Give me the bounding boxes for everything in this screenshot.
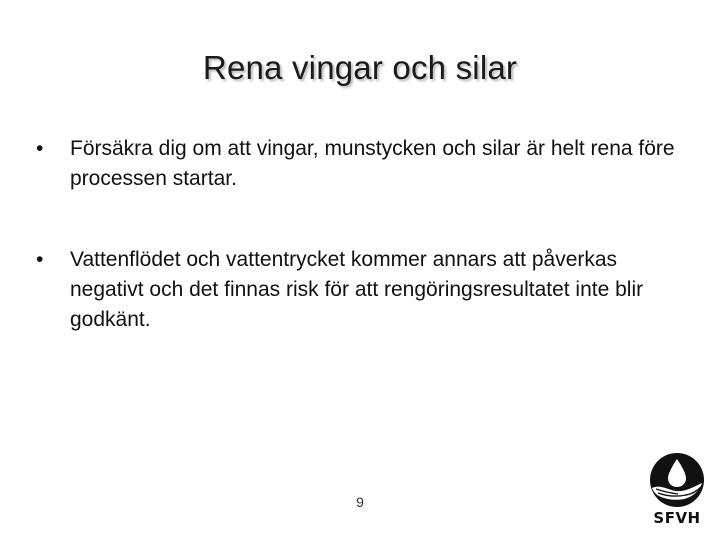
bullet-text: Vattenflödet och vattentrycket kommer annars att påverkas negativt och det finnas risk för att rengöringsresultatet inte blir godkänt.	[70, 248, 644, 331]
bullet-symbol: •	[36, 137, 44, 160]
bullet-text: Försäkra dig om att vingar, munstycken och silar är helt rena före processen startar.	[70, 137, 675, 190]
logo-text: SFVH	[653, 509, 701, 527]
bullet-item	[36, 245, 676, 335]
bullet-symbol: •	[36, 248, 44, 271]
page-number: 9	[356, 494, 364, 510]
slide-title: Rena vingar och silar	[202, 49, 518, 86]
bullet-item	[36, 134, 676, 194]
sfvh-logo	[646, 450, 708, 530]
bullet-list	[36, 134, 676, 335]
water-drop-hand-icon	[646, 450, 708, 508]
